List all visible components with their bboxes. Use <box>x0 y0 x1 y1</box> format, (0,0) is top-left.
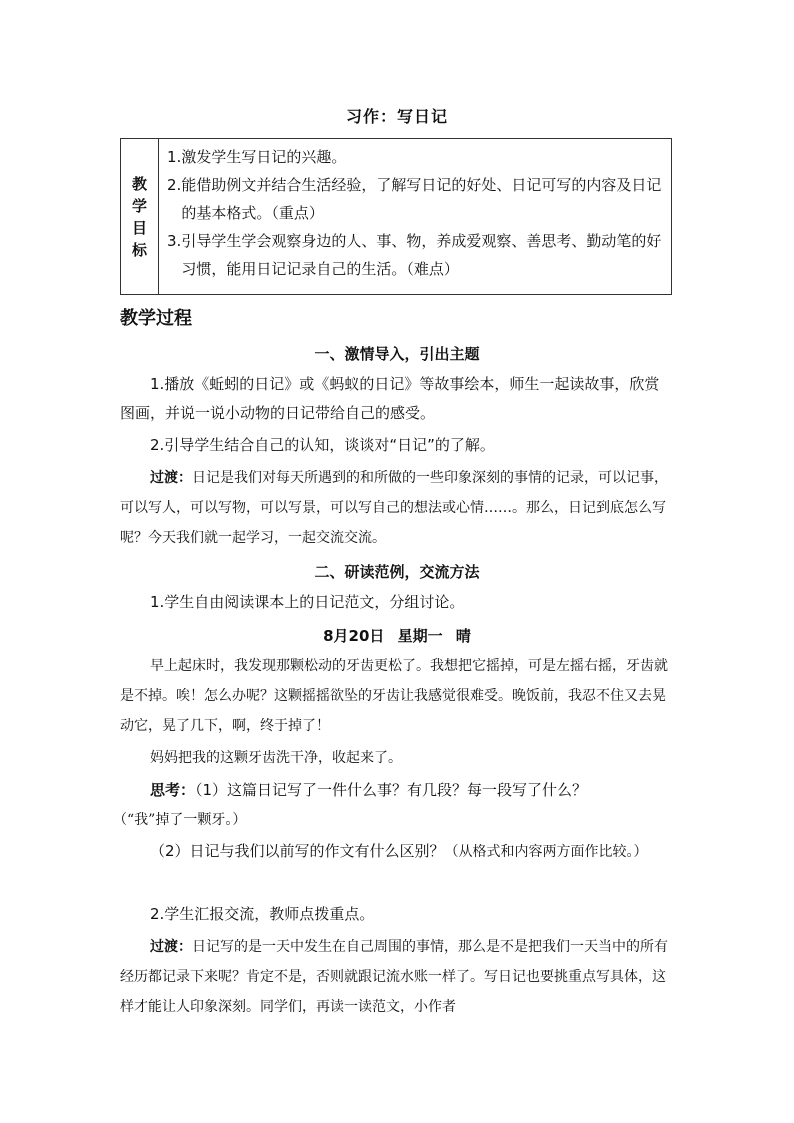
think-question-2-text: （2）日记与我们以前写的作文有什么区别？ <box>150 842 445 860</box>
goal-item <box>167 227 667 283</box>
think-label: 思考： <box>150 781 196 799</box>
section2-heading: 二、研读范例，交流方法 <box>314 563 480 581</box>
transition-text: 日记是我们对每天所遇到的和所做的一些印象深刻的事情的记录，可以记事，可以写人，可以写物，可以写景，可以写自己的想法或心情……。那么，日记到底怎么写呢？今天我们就一起学习，一起交流交流。 <box>120 470 668 546</box>
section2-paragraph-1: 1.学生自由阅读课本上的日记范文，分组讨论。 <box>150 593 465 611</box>
section2-transition <box>120 932 672 1022</box>
goal-item <box>167 143 667 171</box>
section1-paragraph-2: 2.引导学生结合自己的认知，谈谈对“日记”的了解。 <box>150 436 495 454</box>
diary-paragraph-1: 早上起床时，我发现那颗松动的牙齿更松了。我想把它摇掉，可是左摇右摇，牙齿就是不掉。唉！怎么办呢？这颗摇摇欲坠的牙齿让我感觉很难受。晚饭前，我忍不住又去晃动它，晃了几下，啊，终于掉了！ <box>120 658 668 734</box>
transition-label: 过渡： <box>150 470 192 486</box>
think-question-1-text: （1）这篇日记写了一件什么事？有几段？每一段写了什么？ <box>195 781 588 799</box>
think-answer-2: （从格式和内容两方面作比较。） <box>444 844 648 860</box>
transition-label: 过渡： <box>150 939 192 955</box>
think-answer-1: （“我”掉了一颗牙。） <box>113 812 247 828</box>
goal-number: 1. <box>167 148 182 166</box>
transition-text: 日记写的是一天中发生在自己周围的事情，那么是不是把我们一天当中的所有经历都记录下来呢？肯定不是，否则就跟记流水账一样了。写日记也要挑重点写具体，这样才能让人印象深刻。同学们，再读一读范文，小作者 <box>120 939 668 1015</box>
section1-transition <box>120 463 672 553</box>
goal-number: 2. <box>167 176 182 194</box>
process-heading: 教学过程 <box>120 308 192 329</box>
teaching-goals-list <box>159 139 671 294</box>
think-question-2 <box>120 837 672 867</box>
goal-text: 引导学生学会观察身边的人、事、物，养成爱观察、善思考、勤动笔的好习惯，能用日记记录自己的生活。（难点） <box>181 232 662 278</box>
goal-text: 激发学生写日记的兴趣。 <box>181 148 347 166</box>
think-question-1 <box>120 776 672 805</box>
section1-paragraph-1: 1.播放《蚯蚓的日记》或《蚂蚁的日记》等故事绘本，师生一起读故事，欣赏图画，并说一说小动物的日记带给自己的感受。 <box>120 375 660 422</box>
teaching-goals-label-cell <box>121 139 159 294</box>
section2-paragraph-2: 2.学生汇报交流，教师点拨重点。 <box>150 905 375 923</box>
teaching-goals-table <box>120 138 672 295</box>
diary-date: 8月20日 星期一 晴 <box>323 627 471 645</box>
goal-text: 能借助例文并结合生活经验，了解写日记的好处、日记可写的内容及日记的基本格式。（重点） <box>181 176 662 222</box>
goal-item <box>167 171 667 227</box>
diary-paragraph-2: 妈妈把我的这颗牙齿洗干净，收起来了。 <box>150 750 402 766</box>
goal-number: 3. <box>167 232 182 250</box>
section1-heading: 一、激情导入，引出主题 <box>314 345 480 363</box>
page-title: 习作：写日记 <box>345 107 448 126</box>
teaching-goals-label: 教学目标 <box>131 174 147 259</box>
